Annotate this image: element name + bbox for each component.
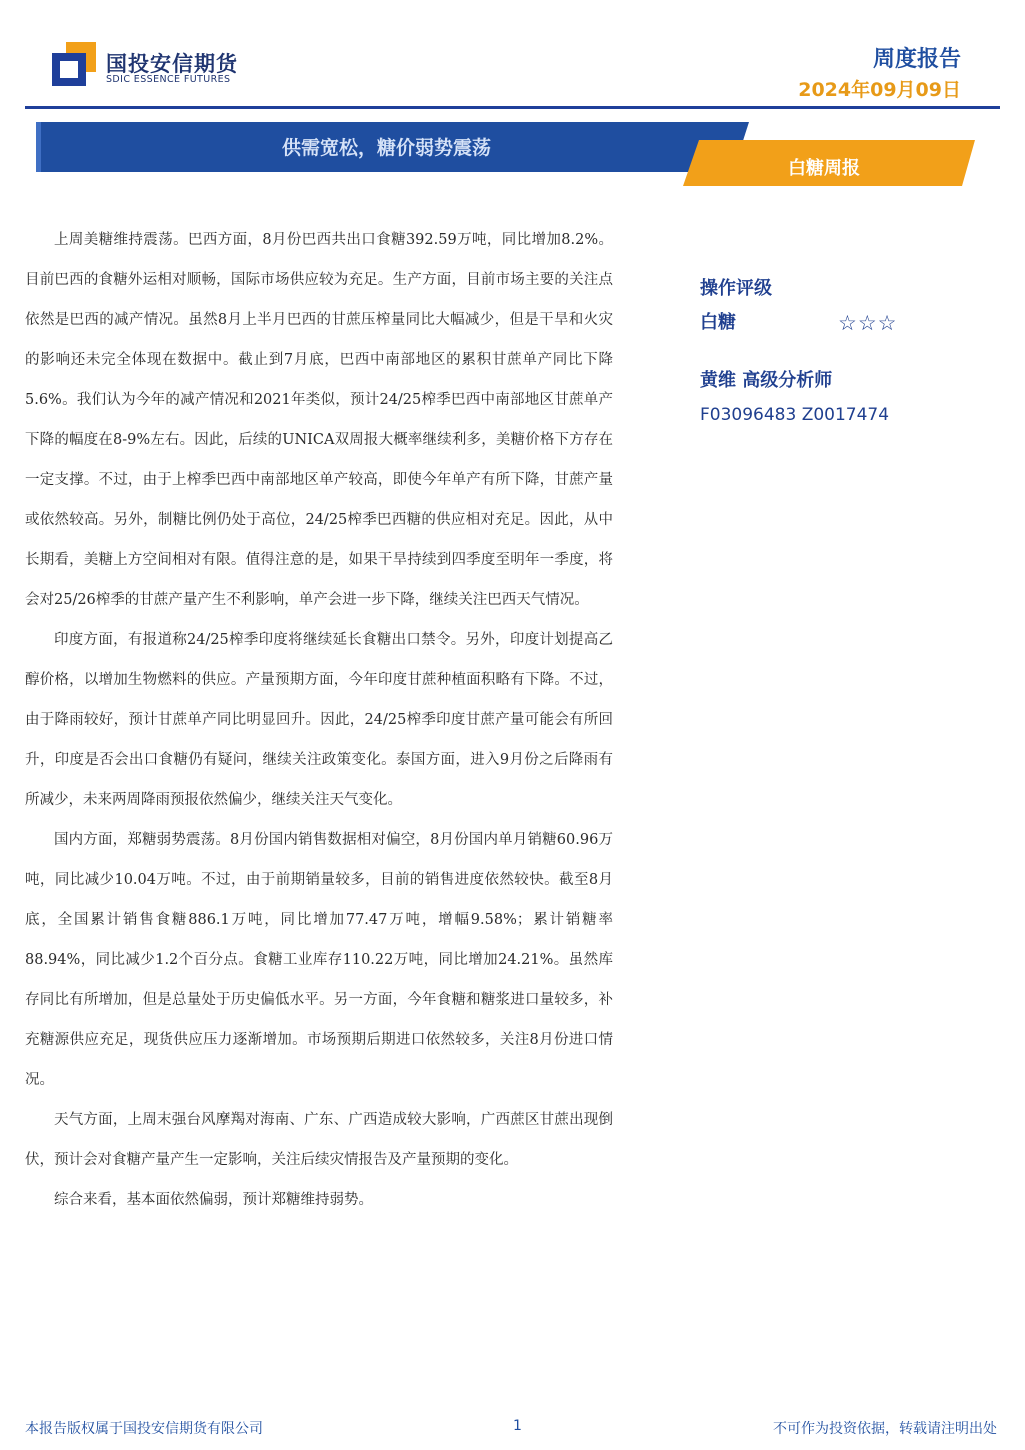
report-date: 2024年09月09日 (798, 79, 961, 101)
title-banner (0, 118, 1025, 193)
page-number: 1 (513, 1418, 522, 1434)
report-body (25, 220, 613, 1220)
rating-row (700, 306, 1000, 340)
report-title: 供需宽松，糖价弱势震荡 (282, 137, 492, 159)
rating-title: 操作评级 (700, 278, 772, 299)
report-type: 周度报告 (872, 47, 961, 72)
rating-stars-icon: ☆☆☆ (838, 311, 898, 335)
footer-disclaimer: 不可作为投资依据，转载请注明出处 (773, 1421, 997, 1437)
logo-company-name-en: SDIC ESSENCE FUTURES (106, 74, 231, 85)
footer-copyright: 本报告版权属于国投安信期货有限公司 (25, 1421, 263, 1437)
logo-company-name: 国投安信期货 (106, 52, 238, 76)
paragraph-domestic: 国内方面，郑糖弱势震荡。8月份国内销售数据相对偏空，8月份国内单月销糖60.96万吨，同比减少10.04万吨。不过，由于前期销量较多，目前的销售进度依然较快。截至8月底，全国累计销售食糖886.1万吨，同比增加77.47万吨，增幅9.58%；累计销糖率88.94%，同比减少1.2个百分点。食糖工业库存110.22万吨，同比增加24.21%。虽然库存同比有所增加，但是总量处于历史偏低水平。另一方面，今年食糖和糖浆进口量较多，补充糖源供应充足，现货供应压力逐渐增加。市场预期后期进口依然较多，关注8月份进口情况。 (25, 832, 613, 1088)
paragraph-weather: 天气方面，上周末强台风摩羯对海南、广东、广西造成较大影响，广西蔗区甘蔗出现倒伏，预计会对食糖产量产生一定影响，关注后续灾情报告及产量预期的变化。 (25, 1112, 613, 1168)
sidebar (700, 272, 1000, 432)
paragraph-international: 上周美糖维持震荡。巴西方面，8月份巴西共出口食糖392.59万吨，同比增加8.2%。目前巴西的食糖外运相对顺畅，国际市场供应较为充足。生产方面，目前市场主要的关注点依然是巴西的减产情况。虽然8月上半月巴西的甘蔗压榨量同比大幅减少，但是干旱和火灾的影响还未完全体现在数据中。截止到7月底，巴西中南部地区的累积甘蔗单产同比下降5.6%。我们认为今年的减产情况和2021年类似，预计24/25榨季巴西中南部地区甘蔗单产下降的幅度在8-9%左右。因此，后续的UNICA双周报大概率继续利多，美糖价格下方存在一定支撑。不过，由于上榨季巴西中南部地区单产较高，即使今年单产有所下降，甘蔗产量或依然较高。另外，制糖比例仍处于高位，24/25榨季巴西糖的供应相对充足。因此，从中长期看，美糖上方空间相对有限。值得注意的是，如果干旱持续到四季度至明年一季度，将会对25/26榨季的甘蔗产量产生不利影响，单产会进一步下降，继续关注巴西天气情况。 (25, 232, 613, 608)
header-divider (25, 106, 1000, 109)
paragraph-summary: 综合来看，基本面依然偏弱，预计郑糖维持弱势。 (54, 1192, 373, 1208)
report-category: 白糖周报 (788, 158, 860, 179)
page-footer (25, 1418, 997, 1440)
company-logo (52, 40, 252, 90)
analyst-license-ids: F03096483 Z0017474 (700, 405, 890, 425)
analyst-name: 黄维 高级分析师 (700, 370, 833, 391)
logo-mark-icon (52, 42, 96, 86)
commodity-name: 白糖 (700, 312, 736, 333)
paragraph-india-thailand: 印度方面，有报道称24/25榨季印度将继续延长食糖出口禁令。另外，印度计划提高乙醇价格，以增加生物燃料的供应。产量预期方面，今年印度甘蔗种植面积略有下降。不过，由于降雨较好，预计甘蔗单产同比明显回升。因此，24/25榨季印度甘蔗产量可能会有所回升，印度是否会出口食糖仍有疑问，继续关注政策变化。泰国方面，进入9月份之后降雨有所减少，未来两周降雨预报依然偏少，继续关注天气变化。 (25, 632, 613, 808)
banner-shapes (0, 118, 1025, 193)
